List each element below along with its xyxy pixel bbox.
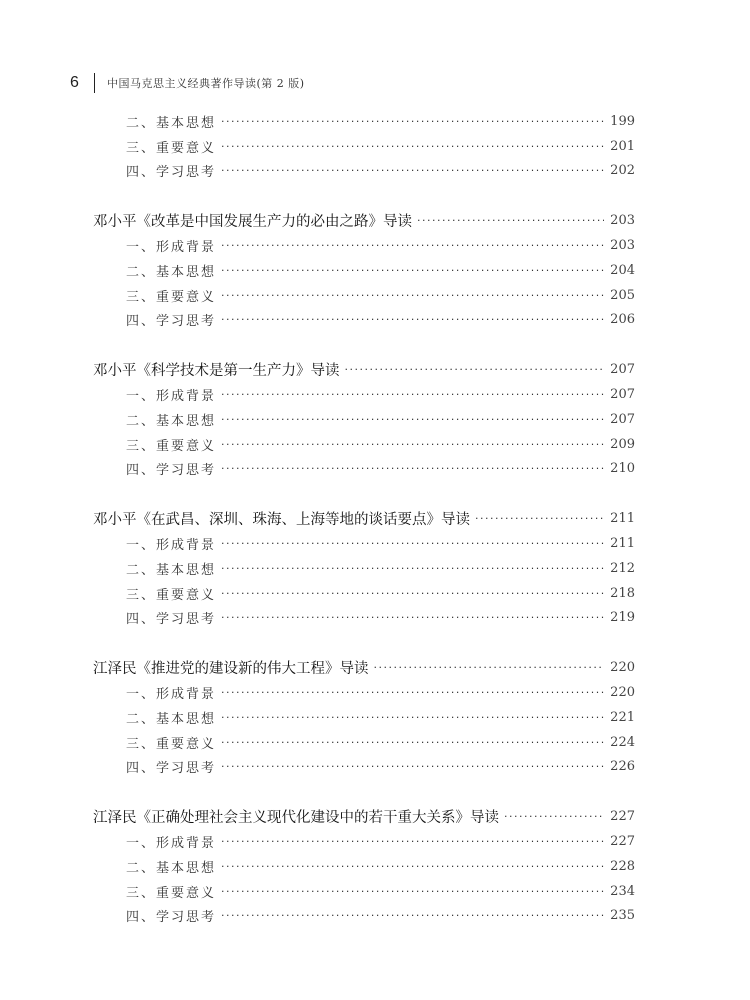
dot-leader (221, 313, 604, 326)
subsection-title: 四、学习思考 (126, 612, 217, 628)
page-ref: 220 (610, 685, 635, 701)
dot-leader (221, 537, 604, 550)
toc-subsection-entry[interactable] (93, 283, 635, 308)
toc-section (93, 357, 635, 481)
subsection-title: 一、形成背景 (126, 240, 217, 256)
toc-subsection-entry[interactable] (93, 606, 635, 631)
subsection-title: 四、学习思考 (126, 910, 217, 926)
dot-leader (221, 860, 604, 873)
dot-leader (221, 413, 604, 426)
subsection-title: 三、重要意义 (126, 885, 217, 901)
subsection-title: 二、基本思想 (126, 413, 217, 429)
subsection-title: 一、形成背景 (126, 389, 217, 405)
dot-leader (221, 462, 604, 475)
subsection-title: 三、重要意义 (126, 438, 217, 454)
page-ref: 202 (610, 163, 635, 179)
page-ref: 201 (610, 138, 635, 154)
dot-leader (221, 835, 604, 848)
toc-subsection-entry[interactable] (93, 904, 635, 929)
page-ref: 227 (610, 809, 635, 825)
page-ref: 228 (610, 858, 635, 874)
dot-leader (221, 289, 604, 302)
toc-subsection-entry[interactable] (93, 705, 635, 730)
page-ref: 212 (610, 560, 635, 576)
toc-chapter-entry[interactable] (93, 357, 635, 382)
toc-section (93, 804, 635, 928)
subsection-title: 四、学习思考 (126, 314, 217, 330)
dot-leader (221, 115, 604, 128)
toc-subsection-entry[interactable] (93, 233, 635, 258)
page-ref: 207 (610, 362, 635, 378)
toc-chapter-entry[interactable] (93, 804, 635, 829)
toc-section (93, 506, 635, 630)
page-ref: 224 (610, 734, 635, 750)
page-ref: 205 (610, 287, 635, 303)
subsection-title: 二、基本思想 (126, 860, 217, 876)
page-ref: 220 (610, 660, 635, 676)
running-header (70, 72, 305, 94)
subsection-title: 一、形成背景 (126, 836, 217, 852)
toc-subsection-entry[interactable] (93, 109, 635, 134)
chapter-title: 江泽民《推进党的建设新的伟大工程》导读 (93, 661, 369, 678)
page-ref: 227 (610, 834, 635, 850)
dot-leader (417, 214, 604, 227)
toc-subsection-entry[interactable] (93, 879, 635, 904)
dot-leader (221, 562, 604, 575)
toc-subsection-entry[interactable] (93, 755, 635, 780)
toc-subsection-entry[interactable] (93, 308, 635, 333)
subsection-title: 三、重要意义 (126, 140, 217, 156)
dot-leader (221, 264, 604, 277)
page-ref: 207 (610, 411, 635, 427)
dot-leader (221, 140, 604, 153)
page-ref: 207 (610, 387, 635, 403)
toc-section (93, 655, 635, 779)
dot-leader (221, 388, 604, 401)
subsection-title: 四、学习思考 (126, 761, 217, 777)
dot-leader (221, 909, 604, 922)
dot-leader (345, 363, 605, 376)
toc-subsection-entry[interactable] (93, 457, 635, 482)
dot-leader (374, 661, 605, 674)
toc-subsection-entry[interactable] (93, 531, 635, 556)
dot-leader (221, 164, 604, 177)
subsection-title: 二、基本思想 (126, 115, 217, 131)
toc-subsection-entry[interactable] (93, 159, 635, 184)
page-ref: 206 (610, 312, 635, 328)
page-ref: 234 (610, 883, 635, 899)
dot-leader (221, 438, 604, 451)
toc-subsection-entry[interactable] (93, 829, 635, 854)
book-title: 中国马克思主义经典著作导读(第 2 版) (107, 77, 305, 90)
subsection-title: 一、形成背景 (126, 538, 217, 554)
table-of-contents (93, 109, 635, 953)
page-ref: 221 (610, 709, 635, 725)
page-ref: 218 (610, 585, 635, 601)
subsection-title: 二、基本思想 (126, 562, 217, 578)
toc-subsection-entry[interactable] (93, 730, 635, 755)
dot-leader (221, 711, 604, 724)
toc-subsection-entry[interactable] (93, 134, 635, 159)
page-ref: 211 (610, 536, 635, 552)
toc-subsection-entry[interactable] (93, 382, 635, 407)
toc-subsection-entry[interactable] (93, 556, 635, 581)
subsection-title: 二、基本思想 (126, 264, 217, 280)
dot-leader (221, 239, 604, 252)
chapter-title: 邓小平《改革是中国发展生产力的必由之路》导读 (93, 214, 412, 231)
toc-chapter-entry[interactable] (93, 208, 635, 233)
dot-leader (221, 686, 604, 699)
page-ref: 203 (610, 238, 635, 254)
toc-subsection-entry[interactable] (93, 432, 635, 457)
subsection-title: 一、形成背景 (126, 687, 217, 703)
toc-chapter-entry[interactable] (93, 655, 635, 680)
toc-subsection-entry[interactable] (93, 407, 635, 432)
toc-chapter-entry[interactable] (93, 506, 635, 531)
subsection-title: 二、基本思想 (126, 711, 217, 727)
page-ref: 219 (610, 610, 635, 626)
page-ref: 226 (610, 759, 635, 775)
page-ref: 211 (610, 511, 635, 527)
dot-leader (221, 736, 604, 749)
chapter-title: 邓小平《在武昌、深圳、珠海、上海等地的谈话要点》导读 (93, 512, 470, 529)
dot-leader (221, 760, 604, 773)
toc-subsection-entry[interactable] (93, 854, 635, 879)
subsection-title: 三、重要意义 (126, 736, 217, 752)
dot-leader (475, 512, 604, 525)
toc-subsection-entry[interactable] (93, 680, 635, 705)
dot-leader (504, 810, 604, 823)
chapter-title: 邓小平《科学技术是第一生产力》导读 (93, 363, 340, 380)
subsection-title: 三、重要意义 (126, 587, 217, 603)
chapter-title: 江泽民《正确处理社会主义现代化建设中的若干重大关系》导读 (93, 810, 499, 827)
subsection-title: 四、学习思考 (126, 165, 217, 181)
subsection-title: 三、重要意义 (126, 289, 217, 305)
dot-leader (221, 611, 604, 624)
page-ref: 203 (610, 213, 635, 229)
dot-leader (221, 587, 604, 600)
header-divider (94, 73, 95, 93)
toc-section (93, 109, 635, 183)
dot-leader (221, 885, 604, 898)
toc-subsection-entry[interactable] (93, 581, 635, 606)
page-ref: 199 (610, 113, 635, 129)
page-number: 6 (70, 74, 79, 91)
page-ref: 209 (610, 436, 635, 452)
page-ref: 210 (610, 461, 635, 477)
toc-subsection-entry[interactable] (93, 258, 635, 283)
toc-section (93, 208, 635, 332)
page-ref: 235 (610, 908, 635, 924)
page-ref: 204 (610, 262, 635, 278)
subsection-title: 四、学习思考 (126, 463, 217, 479)
